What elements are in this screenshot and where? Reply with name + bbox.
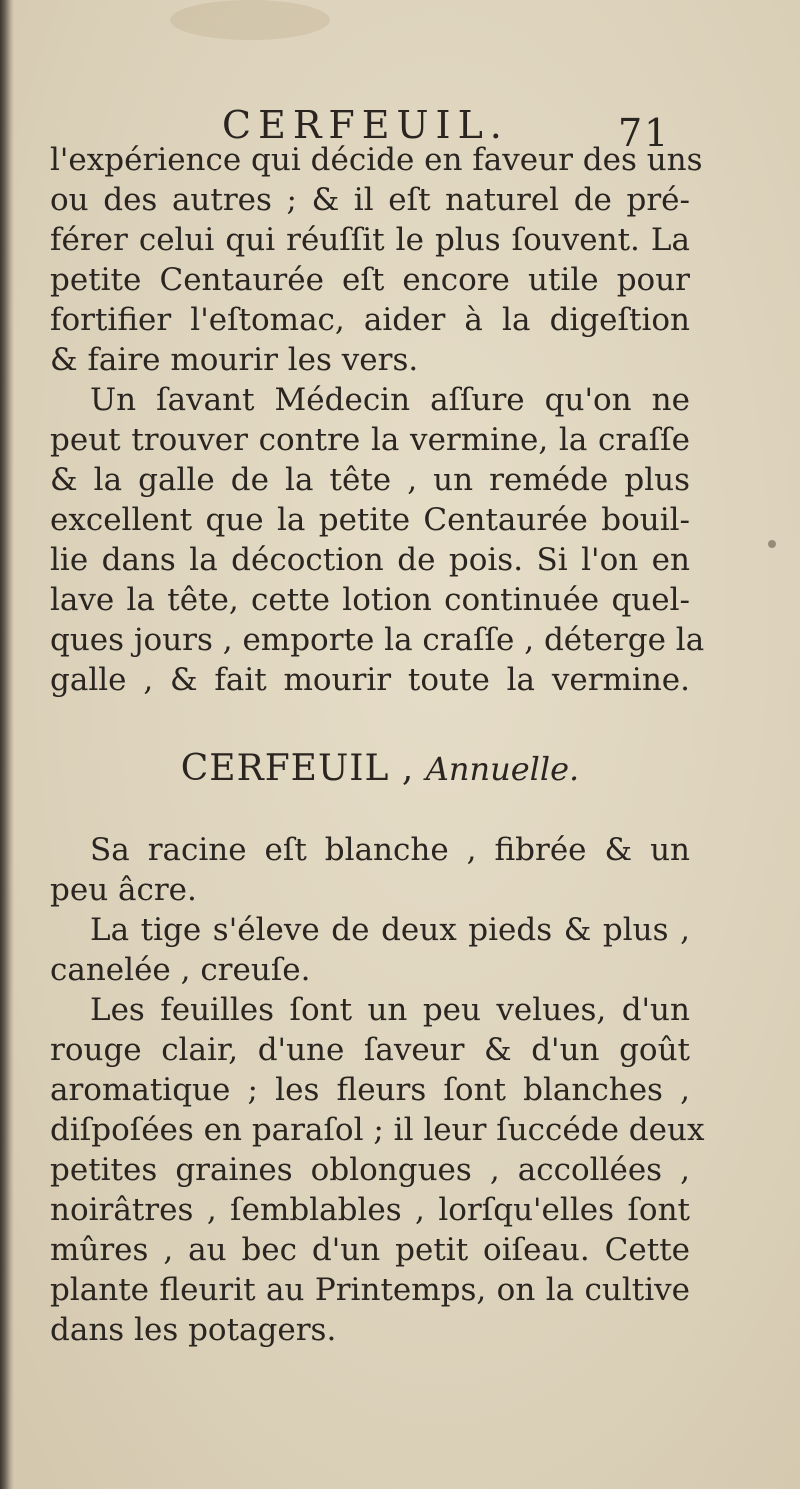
text-line: lave la tête, cette lotion continuée quel- [50, 582, 690, 618]
section-paragraphs [50, 830, 705, 1350]
text-line: diſpoſées en paraſol ; il leur ſuccéde deux [50, 1112, 705, 1148]
text-line: plante fleurit au Printemps, on la cultive [50, 1272, 690, 1308]
page-number: 71 [618, 111, 671, 155]
text-line: La tige s'éleve de deux pieds & plus , [90, 912, 690, 948]
text-line: ques jours , emporte la craſſe , déterge la [50, 622, 705, 658]
text-line: petites graines oblongues , accollées , [50, 1152, 690, 1188]
text-line: Sa racine eſt blanche , fibrée & un [90, 832, 690, 868]
continued-paragraphs [50, 140, 705, 700]
text-line: peu âcre. [50, 872, 197, 908]
text-line: aromatique ; les fleurs ſont blanches , [50, 1072, 690, 1108]
text-line: lie dans la décoction de pois. Si l'on en [50, 542, 690, 578]
text-line: & la galle de la tête , un reméde plus [50, 462, 690, 498]
text-line: galle , & fait mourir toute la vermine. [50, 662, 690, 698]
text-line: & faire mourir les vers. [50, 342, 419, 378]
section-heading [0, 744, 800, 794]
text-line: petite Centaurée eſt encore utile pour [50, 262, 690, 298]
text-line: mûres , au bec d'un petit oiſeau. Cette [50, 1232, 690, 1268]
paper-stain [170, 0, 330, 40]
text-line: férer celui qui réuſſit le plus ſouvent. La [50, 222, 690, 258]
text-line: Les feuilles ſont un peu velues, d'un [90, 992, 690, 1028]
text-line: excellent que la petite Centaurée bouil- [50, 502, 690, 538]
text-line: peut trouver contre la vermine, la craſſe [50, 422, 690, 458]
text-line: rouge clair, d'une ſaveur & d'un goût [50, 1032, 690, 1068]
text-line: canelée , creuſe. [50, 952, 311, 988]
text-line: fortifier l'eſtomac, aider à la digeſtion [50, 302, 690, 338]
text-line: ou des autres ; & il eſt naturel de pré- [50, 182, 690, 218]
ink-speck [768, 540, 776, 548]
text-line: dans les potagers. [50, 1312, 337, 1348]
text-line: Un ſavant Médecin aſſure qu'on ne [90, 382, 690, 418]
running-title: CERFEUIL. [222, 103, 509, 147]
section-qualifier: Annuelle. [425, 750, 580, 788]
text-line: noirâtres , ſemblables , lorſqu'elles ſont [50, 1192, 690, 1228]
text-line: l'expérience qui décide en faveur des uns [50, 142, 703, 178]
section-title: CERFEUIL , [180, 748, 415, 789]
